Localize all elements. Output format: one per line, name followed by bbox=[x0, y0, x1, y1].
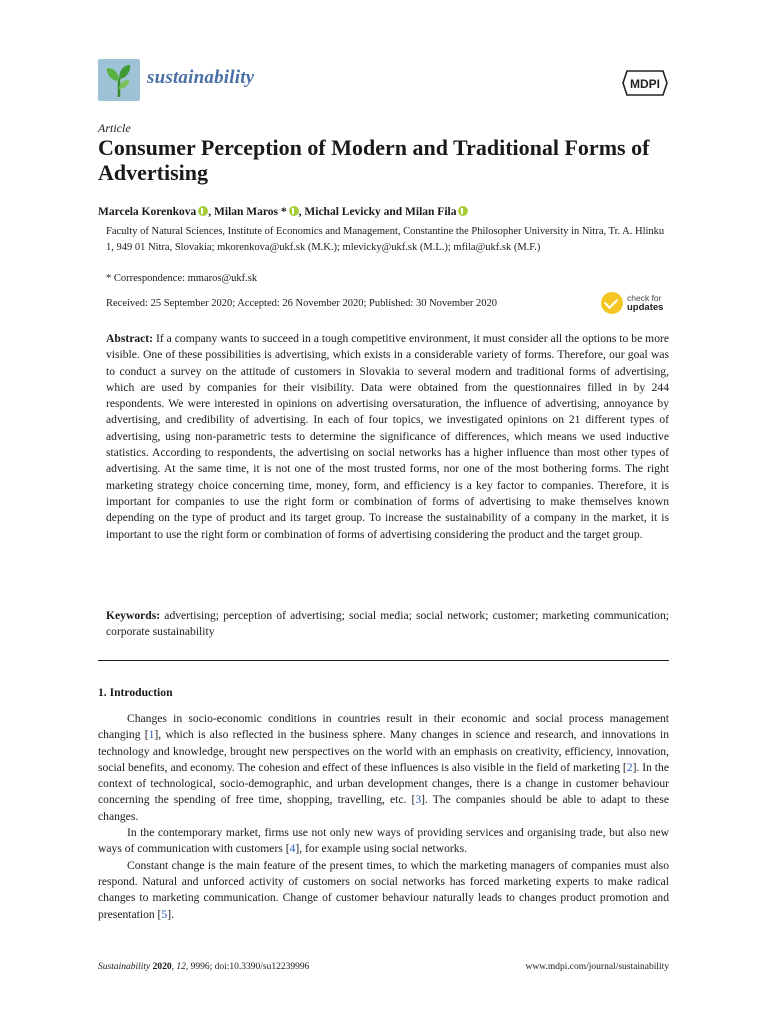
paragraph: Constant change is the main feature of the present times, to which the marketing managers of companies must also respond. Natural and unforced activity of customers on social networks has forced marketing experts to make radical changes to marketing communication. Change of customer behaviour naturally leads to changes product promotion and presentation [5]. bbox=[98, 858, 669, 921]
footer-volume: 12 bbox=[176, 962, 186, 972]
paper-title: Consumer Perception of Modern and Traditional Forms of Advertising bbox=[98, 135, 650, 185]
citation-link[interactable]: 1 bbox=[148, 728, 155, 742]
journal-logo-icon bbox=[98, 59, 140, 101]
publisher-name: MDPI bbox=[630, 77, 660, 91]
journal-name: sustainability bbox=[147, 67, 255, 88]
footer-doi: , 9996; doi:10.3390/su12239996 bbox=[185, 962, 310, 972]
paragraph: Changes in socio-economic conditions in countries result in their economic and social process management changing [1], which is also reflected in the business sphere. Many changes in science and research, and innovations in technology and knowledge, brought new perspectives on the world with an emphasis on creativity, efficiency, innovation, social benefits, and economy. The cohesion and effect of these influences is also visible in the field of marketing [2]. In the context of technological, socio-demographic, and urban development changes, there is a change in customer behaviour concerning the spending of free time, shopping, travelling, etc. [3]. The companies should be able to adapt to these changes. bbox=[98, 712, 669, 823]
footer-citation: Sustainability 2020, 12, 9996; doi:10.3390/su12239996 bbox=[98, 962, 310, 972]
body-text bbox=[98, 711, 669, 923]
orcid-icon[interactable] bbox=[289, 206, 299, 216]
footer-journal: Sustainability bbox=[98, 962, 151, 972]
footer-url[interactable]: www.mdpi.com/journal/sustainability bbox=[525, 962, 669, 972]
section-divider bbox=[98, 660, 669, 661]
citation-link[interactable]: 3 bbox=[415, 793, 422, 807]
author-list bbox=[98, 204, 678, 220]
abstract bbox=[106, 331, 669, 543]
article-type: Article bbox=[98, 121, 131, 135]
keywords-label: Keywords: bbox=[106, 609, 161, 622]
updates-label-line2: updates bbox=[627, 302, 664, 313]
publication-dates: Received: 25 September 2020; Accepted: 26 November 2020; Published: 30 November 2020 bbox=[106, 298, 498, 309]
correspondence: * Correspondence: mmaros@ukf.sk bbox=[106, 273, 258, 284]
keywords-text: advertising; perception of advertising; social media; social network; customer; marketing communication; corporate sustainability bbox=[106, 609, 669, 639]
citation-link[interactable]: 5 bbox=[161, 907, 168, 921]
keywords bbox=[106, 608, 669, 641]
citation-link[interactable]: 2 bbox=[626, 760, 633, 774]
orcid-icon[interactable] bbox=[198, 206, 208, 216]
author-name: , Milan Maros * bbox=[208, 206, 287, 218]
updates-label-line1: check for bbox=[627, 293, 662, 303]
check-for-updates-icon bbox=[601, 292, 623, 314]
affiliation: Faculty of Natural Sciences, Institute of Economics and Management, Constantine the Philosopher University in Nitra, Tr. A. Hlinku 1, 949 01 Nitra, Slovakia; mkorenkova@ukf.sk (M.K.); mlevicky@ukf.sk (M.L.); mfila@ukf.sk (M.F.) bbox=[106, 226, 665, 253]
footer-year: 2020 bbox=[152, 962, 172, 972]
mdpi-logo bbox=[622, 70, 668, 96]
abstract-label: Abstract: bbox=[106, 332, 154, 345]
section-heading: 1. Introduction bbox=[98, 686, 173, 699]
orcid-icon[interactable] bbox=[458, 206, 468, 216]
author-name: , Michal Levicky and Milan Fila bbox=[298, 206, 457, 218]
author-name: Marcela Korenkova bbox=[98, 206, 197, 218]
citation-link[interactable]: 4 bbox=[289, 842, 296, 856]
paragraph: In the contemporary market, firms use not only new ways of providing services and organising trade, but also new ways of communication with customers [4], for example using social networks. bbox=[98, 826, 669, 856]
check-for-updates-badge[interactable] bbox=[601, 292, 673, 316]
abstract-text: If a company wants to succeed in a tough competitive environment, it must consider all the options to be more visible. One of these possibilities is advertising, which exists in a considerable variety of forms. Therefore, our goal was to conduct a survey on the attitude of customers in Slovakia to several modern and traditional forms of advertising, which are used by companies for their visibility. Data were obtained from the questionnaires filled in by 244 respondents. We were interested in opinions on advertising oversaturation, the influence of advertising, annoyance by advertising, and credibility of advertising. In each of four topics, we investigated opinions on 21 different types of advertising, using non-parametric tests to determine the significance of differences, which means we used inductive statistics. According to respondents, the advertising on social networks has a higher influence than most other types of advertising. At the same time, it is not one of the most trusted forms, nor one of the most bothering forms. The right marketing strategy choice concerning time, money, form, and efficiency is a key factor to companies. Therefore, it is important for companies to use the right form or combination of forms of advertising to make themselves known depending on the type of product and its target group. To increase the sustainability of a company in the market, it is important to use the right form or combination of forms of advertising considering the product and the target group. bbox=[106, 332, 669, 541]
